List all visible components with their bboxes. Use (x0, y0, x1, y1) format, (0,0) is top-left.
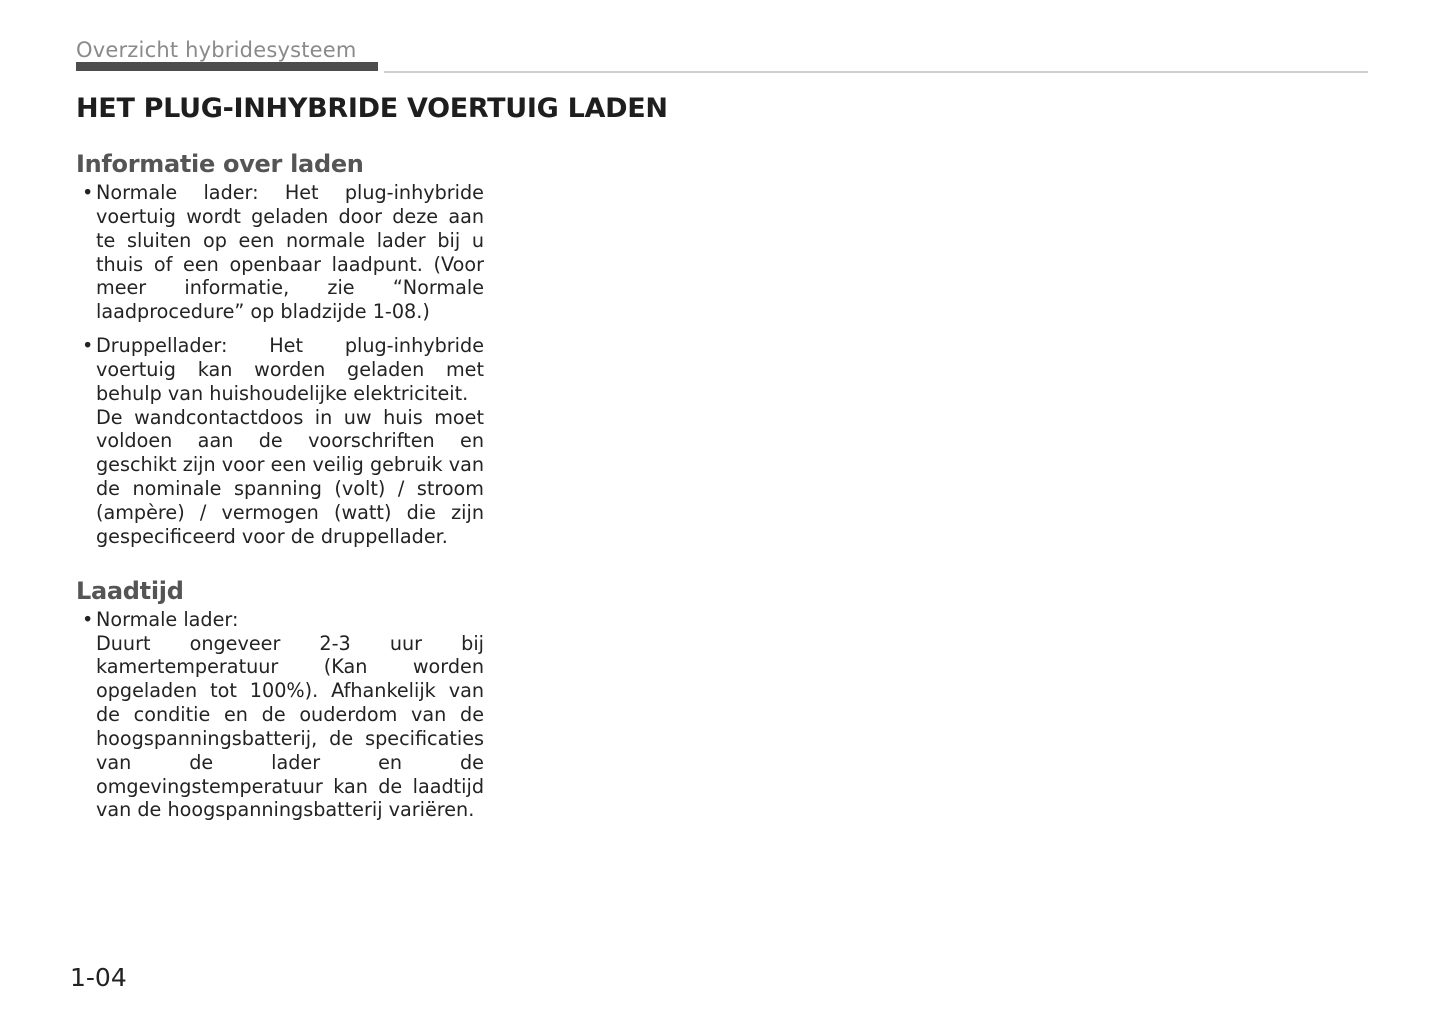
bullet-paragraph: Duurt ongeveer 2-3 uur bij kamertemperatuur (Kan worden opgeladen tot 100%). Afhankelijk van de conditie en de ouderdom van de hoogspanningsbatterij, de specificaties van de lader en de omgevingstemperatuur kan de laadtijd van de hoogspanningsbatterij variëren. (96, 631, 484, 822)
bullet-druppellader (76, 334, 484, 549)
header-rule-thick (76, 62, 378, 71)
bullet-dot-icon: • (82, 181, 94, 204)
bullet-laadtijd-normale-lader (76, 608, 484, 823)
section-heading-laadtijd: Laadtijd (76, 576, 184, 605)
charging-time-list (76, 608, 484, 823)
running-header-section-label: Overzicht hybridesysteem (76, 38, 357, 62)
bullet-paragraph: Normale lader: Het plug-inhybride voertuig wordt geladen door deze aan te sluiten op een normale lader bij u thuis of een openbaar laadpunt. (Voor meer informatie, zie “Normale laadprocedure” op bladzijde 1-08.) (96, 181, 484, 324)
main-text-column (76, 148, 484, 822)
page-number: 1-04 (70, 963, 127, 992)
header-rule-thin (384, 71, 1368, 73)
charging-info-list (76, 181, 484, 549)
bullet-normale-lader (76, 181, 484, 324)
bullet-dot-icon: • (82, 607, 94, 631)
bullet-paragraph: De wandcontactdoos in uw huis moet voldoen aan de voorschriften en geschikt zijn voor een veilig gebruik van de nominale spanning (volt) / stroom (ampère) / vermogen (watt) die zijn gespecificeerd voor de druppellader. (96, 405, 484, 548)
bullet-paragraph: Druppellader: Het plug-inhybride voertuig kan worden geladen met behulp van huishoudelijke elektriciteit. (96, 334, 484, 405)
bullet-dot-icon: • (82, 334, 94, 358)
section-heading-informatie-over-laden: Informatie over laden (76, 150, 364, 178)
bullet-paragraph: Normale lader: (96, 607, 239, 631)
page-title: HET PLUG-INHYBRIDE VOERTUIG LADEN (76, 93, 668, 124)
